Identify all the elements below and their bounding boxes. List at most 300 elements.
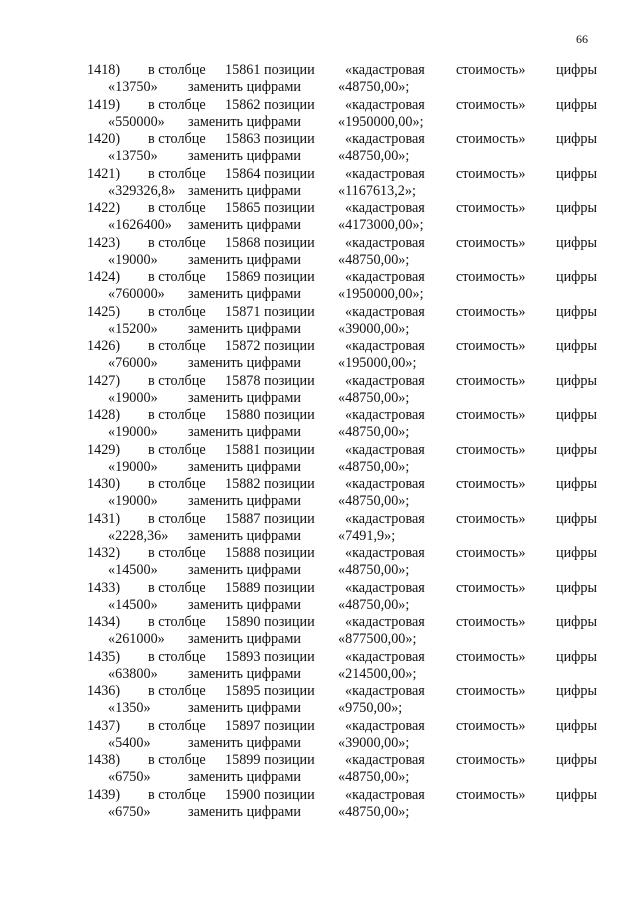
cadastral-word: «кадастровая xyxy=(345,131,425,147)
column-word: в столбце xyxy=(148,372,206,389)
column-number: 15893 xyxy=(225,648,261,665)
item-number: 1431) xyxy=(87,510,121,527)
replace-phrase: заменить цифрами xyxy=(188,458,301,475)
position-word: позиции xyxy=(264,407,315,423)
item-number: 1425) xyxy=(87,303,121,320)
amendment-line-2 xyxy=(0,769,640,786)
new-value: «1950000,00»; xyxy=(338,286,424,302)
cadastral-word: «кадастровая xyxy=(345,338,425,354)
amendment-line-2 xyxy=(0,252,640,269)
old-value: «2228,36» xyxy=(108,527,169,544)
cadastral-word: «кадастровая xyxy=(345,717,425,734)
new-value: «214500,00»; xyxy=(338,665,417,682)
old-value: «760000» xyxy=(108,286,165,302)
new-value: «48750,00»; xyxy=(338,769,410,785)
amendment-line-2 xyxy=(0,79,640,96)
new-value: «48750,00»; xyxy=(338,596,410,613)
replace-phrase: заменить цифрами xyxy=(188,320,301,337)
column-word: в столбце xyxy=(148,131,206,147)
old-value: «6750» xyxy=(108,803,151,820)
column-number: 15878 xyxy=(225,372,261,389)
item-number: 1432) xyxy=(87,545,121,561)
amendment-item xyxy=(0,752,640,787)
column-word: в столбце xyxy=(148,200,206,216)
amendment-line-2 xyxy=(0,355,640,372)
replace-phrase: заменить цифрами xyxy=(188,148,301,164)
new-value: «48750,00»; xyxy=(338,458,410,475)
value-word: стоимость» xyxy=(456,407,526,423)
replace-phrase: заменить цифрами xyxy=(188,700,301,716)
value-word: стоимость» xyxy=(456,441,526,458)
cadastral-word: «кадастровая xyxy=(345,407,425,423)
amendment-line-1 xyxy=(0,304,640,321)
value-word: стоимость» xyxy=(456,648,526,665)
item-number: 1428) xyxy=(87,407,121,423)
old-value: «63800» xyxy=(108,665,158,682)
position-word: позиции xyxy=(264,614,315,630)
column-word: в столбце xyxy=(148,269,206,285)
amendment-item xyxy=(0,97,640,132)
digits-word: цифры xyxy=(556,62,598,78)
digits-word: цифры xyxy=(556,510,598,527)
amendment-item xyxy=(0,166,640,201)
digits-word: цифры xyxy=(556,545,598,561)
old-value: «5400» xyxy=(108,734,151,751)
column-number: 15895 xyxy=(225,683,261,699)
item-number: 1427) xyxy=(87,372,121,389)
cadastral-word: «кадастровая xyxy=(345,786,425,803)
item-number: 1433) xyxy=(87,579,121,596)
replace-phrase: заменить цифрами xyxy=(188,424,301,440)
old-value: «19000» xyxy=(108,389,158,406)
amendment-line-2 xyxy=(0,217,640,234)
column-number: 15900 xyxy=(225,786,261,803)
cadastral-word: «кадастровая xyxy=(345,269,425,285)
old-value: «19000» xyxy=(108,458,158,475)
old-value: «15200» xyxy=(108,320,158,337)
value-word: стоимость» xyxy=(456,545,526,561)
cadastral-word: «кадастровая xyxy=(345,441,425,458)
column-number: 15864 xyxy=(225,165,261,182)
amendment-item xyxy=(0,787,640,822)
old-value: «550000» xyxy=(108,113,165,130)
cadastral-word: «кадастровая xyxy=(345,303,425,320)
column-word: в столбце xyxy=(148,683,206,699)
new-value: «48750,00»; xyxy=(338,562,410,578)
value-word: стоимость» xyxy=(456,62,526,78)
column-position xyxy=(225,718,315,735)
amendment-line-1 xyxy=(0,752,640,769)
position-word: позиции xyxy=(264,510,315,527)
new-value: «877500,00»; xyxy=(338,631,417,647)
column-position xyxy=(225,752,315,769)
cadastral-word: «кадастровая xyxy=(345,165,425,182)
position-word: позиции xyxy=(264,683,315,699)
amendment-line-2 xyxy=(0,148,640,165)
position-word: позиции xyxy=(264,62,315,78)
value-word: стоимость» xyxy=(456,338,526,354)
position-word: позиции xyxy=(264,200,315,216)
cadastral-word: «кадастровая xyxy=(345,752,425,768)
new-value: «48750,00»; xyxy=(338,148,410,164)
cadastral-word: «кадастровая xyxy=(345,234,425,251)
amendment-item xyxy=(0,304,640,339)
column-position xyxy=(225,200,315,217)
amendment-line-1 xyxy=(0,649,640,666)
digits-word: цифры xyxy=(556,786,598,803)
position-word: позиции xyxy=(264,165,315,182)
old-value: «329326,8» xyxy=(108,182,176,199)
amendment-line-1 xyxy=(0,787,640,804)
position-word: позиции xyxy=(264,545,315,561)
digits-word: цифры xyxy=(556,407,598,423)
value-word: стоимость» xyxy=(456,131,526,147)
old-value: «19000» xyxy=(108,251,158,268)
amendment-line-2 xyxy=(0,114,640,131)
column-position xyxy=(225,580,315,597)
amendment-item xyxy=(0,407,640,442)
new-value: «48750,00»; xyxy=(338,493,410,509)
replace-phrase: заменить цифрами xyxy=(188,113,301,130)
column-word: в столбце xyxy=(148,476,206,492)
amendment-line-2 xyxy=(0,286,640,303)
position-word: позиции xyxy=(264,234,315,251)
old-value: «261000» xyxy=(108,631,165,647)
amendment-line-1 xyxy=(0,407,640,424)
item-number: 1420) xyxy=(87,131,121,147)
column-word: в столбце xyxy=(148,510,206,527)
amendment-item xyxy=(0,131,640,166)
replace-phrase: заменить цифрами xyxy=(188,493,301,509)
amendment-line-2 xyxy=(0,528,640,545)
item-number: 1418) xyxy=(87,62,121,78)
item-number: 1438) xyxy=(87,752,121,768)
amendment-line-1 xyxy=(0,62,640,79)
replace-phrase: заменить цифрами xyxy=(188,79,301,95)
column-position xyxy=(225,442,315,459)
new-value: «1950000,00»; xyxy=(338,113,424,130)
replace-phrase: заменить цифрами xyxy=(188,389,301,406)
column-number: 15863 xyxy=(225,131,261,147)
column-number: 15899 xyxy=(225,752,261,768)
amendment-line-2 xyxy=(0,631,640,648)
value-word: стоимость» xyxy=(456,303,526,320)
value-word: стоимость» xyxy=(456,96,526,113)
new-value: «48750,00»; xyxy=(338,424,410,440)
old-value: «14500» xyxy=(108,596,158,613)
amendment-line-1 xyxy=(0,683,640,700)
amendment-line-1 xyxy=(0,131,640,148)
value-word: стоимость» xyxy=(456,579,526,596)
value-word: стоимость» xyxy=(456,786,526,803)
new-value: «4173000,00»; xyxy=(338,217,424,233)
column-word: в столбце xyxy=(148,717,206,734)
old-value: «76000» xyxy=(108,355,158,371)
replace-phrase: заменить цифрами xyxy=(188,665,301,682)
amendment-line-1 xyxy=(0,718,640,735)
replace-phrase: заменить цифрами xyxy=(188,355,301,371)
amendment-item xyxy=(0,580,640,615)
new-value: «9750,00»; xyxy=(338,700,403,716)
position-word: позиции xyxy=(264,441,315,458)
replace-phrase: заменить цифрами xyxy=(188,769,301,785)
column-position xyxy=(225,62,315,79)
column-number: 15887 xyxy=(225,510,261,527)
new-value: «48750,00»; xyxy=(338,389,410,406)
cadastral-word: «кадастровая xyxy=(345,510,425,527)
column-word: в столбце xyxy=(148,96,206,113)
amendment-line-1 xyxy=(0,166,640,183)
item-number: 1423) xyxy=(87,234,121,251)
digits-word: цифры xyxy=(556,165,598,182)
cadastral-word: «кадастровая xyxy=(345,96,425,113)
amendment-item xyxy=(0,649,640,684)
old-value: «1350» xyxy=(108,700,151,716)
replace-phrase: заменить цифрами xyxy=(188,562,301,578)
amendment-line-1 xyxy=(0,338,640,355)
digits-word: цифры xyxy=(556,338,598,354)
column-position xyxy=(225,407,315,424)
replace-phrase: заменить цифрами xyxy=(188,251,301,268)
amendment-line-1 xyxy=(0,476,640,493)
column-number: 15869 xyxy=(225,269,261,285)
value-word: стоимость» xyxy=(456,614,526,630)
amendment-item xyxy=(0,235,640,270)
cadastral-word: «кадастровая xyxy=(345,62,425,78)
column-number: 15868 xyxy=(225,234,261,251)
column-position xyxy=(225,614,315,631)
digits-word: цифры xyxy=(556,234,598,251)
amendment-item xyxy=(0,269,640,304)
amendment-line-2 xyxy=(0,804,640,821)
column-number: 15889 xyxy=(225,579,261,596)
column-position xyxy=(225,269,315,286)
replace-phrase: заменить цифрами xyxy=(188,631,301,647)
amendment-line-1 xyxy=(0,442,640,459)
value-word: стоимость» xyxy=(456,234,526,251)
column-position xyxy=(225,511,315,528)
value-word: стоимость» xyxy=(456,752,526,768)
amendment-line-1 xyxy=(0,97,640,114)
new-value: «48750,00»; xyxy=(338,251,410,268)
old-value: «19000» xyxy=(108,424,158,440)
item-number: 1435) xyxy=(87,648,121,665)
cadastral-word: «кадастровая xyxy=(345,476,425,492)
column-number: 15871 xyxy=(225,303,261,320)
amendment-line-1 xyxy=(0,200,640,217)
digits-word: цифры xyxy=(556,303,598,320)
position-word: позиции xyxy=(264,717,315,734)
cadastral-word: «кадастровая xyxy=(345,579,425,596)
new-value: «1167613,2»; xyxy=(338,182,416,199)
amendment-line-1 xyxy=(0,511,640,528)
item-number: 1436) xyxy=(87,683,121,699)
amendment-item xyxy=(0,614,640,649)
column-word: в столбце xyxy=(148,579,206,596)
amendment-line-2 xyxy=(0,493,640,510)
value-word: стоимость» xyxy=(456,717,526,734)
digits-word: цифры xyxy=(556,579,598,596)
amendment-line-2 xyxy=(0,735,640,752)
position-word: позиции xyxy=(264,96,315,113)
digits-word: цифры xyxy=(556,372,598,389)
cadastral-word: «кадастровая xyxy=(345,545,425,561)
position-word: позиции xyxy=(264,786,315,803)
digits-word: цифры xyxy=(556,96,598,113)
amendment-item xyxy=(0,511,640,546)
amendment-line-1 xyxy=(0,614,640,631)
new-value: «48750,00»; xyxy=(338,803,410,820)
amendment-line-2 xyxy=(0,700,640,717)
column-position xyxy=(225,166,315,183)
column-number: 15881 xyxy=(225,441,261,458)
amendment-item xyxy=(0,442,640,477)
old-value: «19000» xyxy=(108,493,158,509)
amendment-line-1 xyxy=(0,235,640,252)
column-word: в столбце xyxy=(148,786,206,803)
item-number: 1434) xyxy=(87,614,121,630)
cadastral-word: «кадастровая xyxy=(345,648,425,665)
column-word: в столбце xyxy=(148,614,206,630)
column-word: в столбце xyxy=(148,441,206,458)
item-number: 1424) xyxy=(87,269,121,285)
value-word: стоимость» xyxy=(456,510,526,527)
column-number: 15882 xyxy=(225,476,261,492)
item-number: 1437) xyxy=(87,717,121,734)
digits-word: цифры xyxy=(556,752,598,768)
amendment-line-1 xyxy=(0,545,640,562)
value-word: стоимость» xyxy=(456,372,526,389)
cadastral-word: «кадастровая xyxy=(345,200,425,216)
column-position xyxy=(225,235,315,252)
amendment-item xyxy=(0,545,640,580)
column-position xyxy=(225,304,315,321)
amendment-item xyxy=(0,683,640,718)
column-word: в столбце xyxy=(148,303,206,320)
cadastral-word: «кадастровая xyxy=(345,683,425,699)
column-position xyxy=(225,338,315,355)
old-value: «14500» xyxy=(108,562,158,578)
amendment-line-2 xyxy=(0,321,640,338)
column-position xyxy=(225,545,315,562)
column-word: в столбце xyxy=(148,234,206,251)
column-number: 15865 xyxy=(225,200,261,216)
digits-word: цифры xyxy=(556,648,598,665)
value-word: стоимость» xyxy=(456,269,526,285)
replace-phrase: заменить цифрами xyxy=(188,217,301,233)
new-value: «39000,00»; xyxy=(338,320,410,337)
column-number: 15888 xyxy=(225,545,261,561)
digits-word: цифры xyxy=(556,269,598,285)
column-word: в столбце xyxy=(148,62,206,78)
value-word: стоимость» xyxy=(456,683,526,699)
position-word: позиции xyxy=(264,372,315,389)
value-word: стоимость» xyxy=(456,165,526,182)
amendment-item xyxy=(0,373,640,408)
amendment-line-1 xyxy=(0,269,640,286)
column-number: 15897 xyxy=(225,717,261,734)
item-number: 1426) xyxy=(87,338,121,354)
amendment-line-2 xyxy=(0,183,640,200)
amendment-line-2 xyxy=(0,390,640,407)
position-word: позиции xyxy=(264,338,315,354)
replace-phrase: заменить цифрами xyxy=(188,527,301,544)
position-word: позиции xyxy=(264,579,315,596)
amendment-line-2 xyxy=(0,597,640,614)
new-value: «39000,00»; xyxy=(338,734,410,751)
position-word: позиции xyxy=(264,131,315,147)
column-word: в столбце xyxy=(148,165,206,182)
amendment-list xyxy=(0,62,640,821)
amendment-line-1 xyxy=(0,373,640,390)
digits-word: цифры xyxy=(556,683,598,699)
new-value: «7491,9»; xyxy=(338,527,396,544)
digits-word: цифры xyxy=(556,200,598,216)
amendment-item xyxy=(0,476,640,511)
column-number: 15862 xyxy=(225,96,261,113)
column-position xyxy=(225,131,315,148)
item-number: 1439) xyxy=(87,786,121,803)
column-position xyxy=(225,97,315,114)
column-word: в столбце xyxy=(148,338,206,354)
column-position xyxy=(225,649,315,666)
digits-word: цифры xyxy=(556,131,598,147)
column-word: в столбце xyxy=(148,407,206,423)
item-number: 1422) xyxy=(87,200,121,216)
column-number: 15872 xyxy=(225,338,261,354)
position-word: позиции xyxy=(264,476,315,492)
column-position xyxy=(225,787,315,804)
column-word: в столбце xyxy=(148,545,206,561)
value-word: стоимость» xyxy=(456,200,526,216)
amendment-item xyxy=(0,62,640,97)
replace-phrase: заменить цифрами xyxy=(188,734,301,751)
column-number: 15861 xyxy=(225,62,261,78)
replace-phrase: заменить цифрами xyxy=(188,182,301,199)
page-number: 66 xyxy=(576,32,588,46)
old-value: «6750» xyxy=(108,769,151,785)
position-word: позиции xyxy=(264,648,315,665)
amendment-item xyxy=(0,718,640,753)
amendment-line-1 xyxy=(0,580,640,597)
item-number: 1419) xyxy=(87,96,121,113)
cadastral-word: «кадастровая xyxy=(345,372,425,389)
amendment-item xyxy=(0,338,640,373)
replace-phrase: заменить цифрами xyxy=(188,596,301,613)
amendment-line-2 xyxy=(0,459,640,476)
old-value: «1626400» xyxy=(108,217,172,233)
column-position xyxy=(225,373,315,390)
amendment-line-2 xyxy=(0,562,640,579)
column-number: 15890 xyxy=(225,614,261,630)
digits-word: цифры xyxy=(556,614,598,630)
position-word: позиции xyxy=(264,269,315,285)
replace-phrase: заменить цифрами xyxy=(188,803,301,820)
column-number: 15880 xyxy=(225,407,261,423)
new-value: «48750,00»; xyxy=(338,79,410,95)
old-value: «13750» xyxy=(108,79,158,95)
amendment-line-2 xyxy=(0,424,640,441)
amendment-item xyxy=(0,200,640,235)
value-word: стоимость» xyxy=(456,476,526,492)
column-word: в столбце xyxy=(148,648,206,665)
old-value: «13750» xyxy=(108,148,158,164)
replace-phrase: заменить цифрами xyxy=(188,286,301,302)
cadastral-word: «кадастровая xyxy=(345,614,425,630)
item-number: 1430) xyxy=(87,476,121,492)
position-word: позиции xyxy=(264,752,315,768)
digits-word: цифры xyxy=(556,441,598,458)
